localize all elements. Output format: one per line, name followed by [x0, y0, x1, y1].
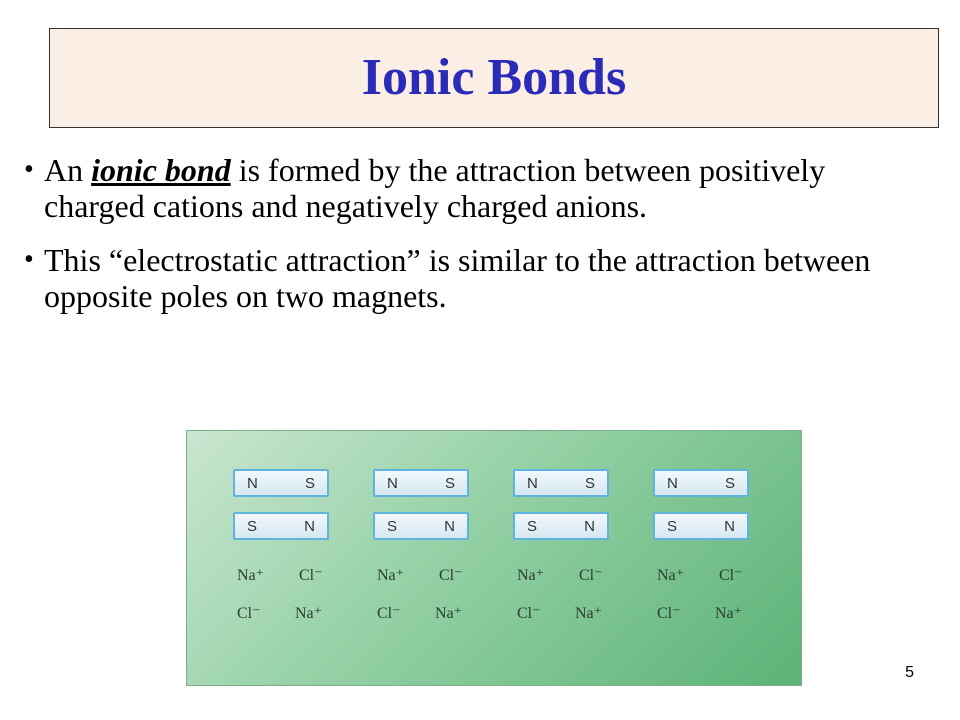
bullet-1-emphasis: ionic bond [91, 152, 231, 188]
bullet-2-text: This “electrostatic attraction” is similar to the attraction between opposite poles on two magnets. [44, 242, 871, 314]
ion-label: Cl⁻ [579, 567, 603, 584]
pole-label: N [387, 474, 398, 492]
pole-label: S [304, 474, 315, 492]
bullet-item-1 [24, 152, 924, 224]
pole-label: N [247, 474, 258, 492]
page-number: 5 [905, 664, 914, 681]
pole-label: S [527, 517, 538, 535]
pole-label: S [247, 517, 258, 535]
pole-label: S [387, 517, 398, 535]
ion-label: Cl⁻ [299, 567, 323, 584]
ion-label: Na⁺ [237, 567, 265, 584]
ion-label: Na⁺ [575, 605, 603, 622]
magnet-top [373, 469, 469, 497]
pole-label: N [667, 474, 678, 492]
ion-label: Na⁺ [517, 567, 545, 584]
ion-label: Cl⁻ [719, 567, 743, 584]
bullet-1-prefix: An [44, 152, 92, 188]
magnet-top [513, 469, 609, 497]
ion-label: Cl⁻ [517, 605, 541, 622]
pole-label: S [584, 474, 595, 492]
magnet-column [653, 431, 749, 685]
magnet-bottom [233, 512, 329, 540]
ion-label: Na⁺ [295, 605, 323, 622]
ion-label: Na⁺ [435, 605, 463, 622]
pole-label: N [584, 517, 595, 535]
pole-label: N [527, 474, 538, 492]
magnet-top [653, 469, 749, 497]
bullet-list [24, 152, 924, 332]
magnet-column [513, 431, 609, 685]
ion-label: Na⁺ [657, 567, 685, 584]
bullet-item-2 [24, 242, 924, 314]
ion-label: Cl⁻ [237, 605, 261, 622]
magnet-bottom [513, 512, 609, 540]
ion-label: Na⁺ [715, 605, 743, 622]
slide-title: Ionic Bonds [361, 49, 627, 106]
ion-label: Na⁺ [377, 567, 405, 584]
bullet-icon: • [24, 154, 34, 185]
bullet-1-suffix: is formed by the attraction between positively charged cations and negatively charged anions. [44, 152, 826, 224]
magnet-column [233, 431, 329, 685]
pole-label: N [724, 517, 735, 535]
ion-label: Cl⁻ [439, 567, 463, 584]
ion-label: Cl⁻ [377, 605, 401, 622]
ion-label: Cl⁻ [657, 605, 681, 622]
title-box [49, 28, 939, 128]
pole-label: N [304, 517, 315, 535]
magnet-ion-figure [186, 430, 802, 686]
bullet-icon: • [24, 244, 34, 275]
pole-label: S [444, 474, 455, 492]
pole-label: N [444, 517, 455, 535]
magnet-column [373, 431, 469, 685]
figure-grid [187, 431, 801, 685]
pole-label: S [667, 517, 678, 535]
magnet-top [233, 469, 329, 497]
magnet-bottom [373, 512, 469, 540]
pole-label: S [724, 474, 735, 492]
magnet-bottom [653, 512, 749, 540]
